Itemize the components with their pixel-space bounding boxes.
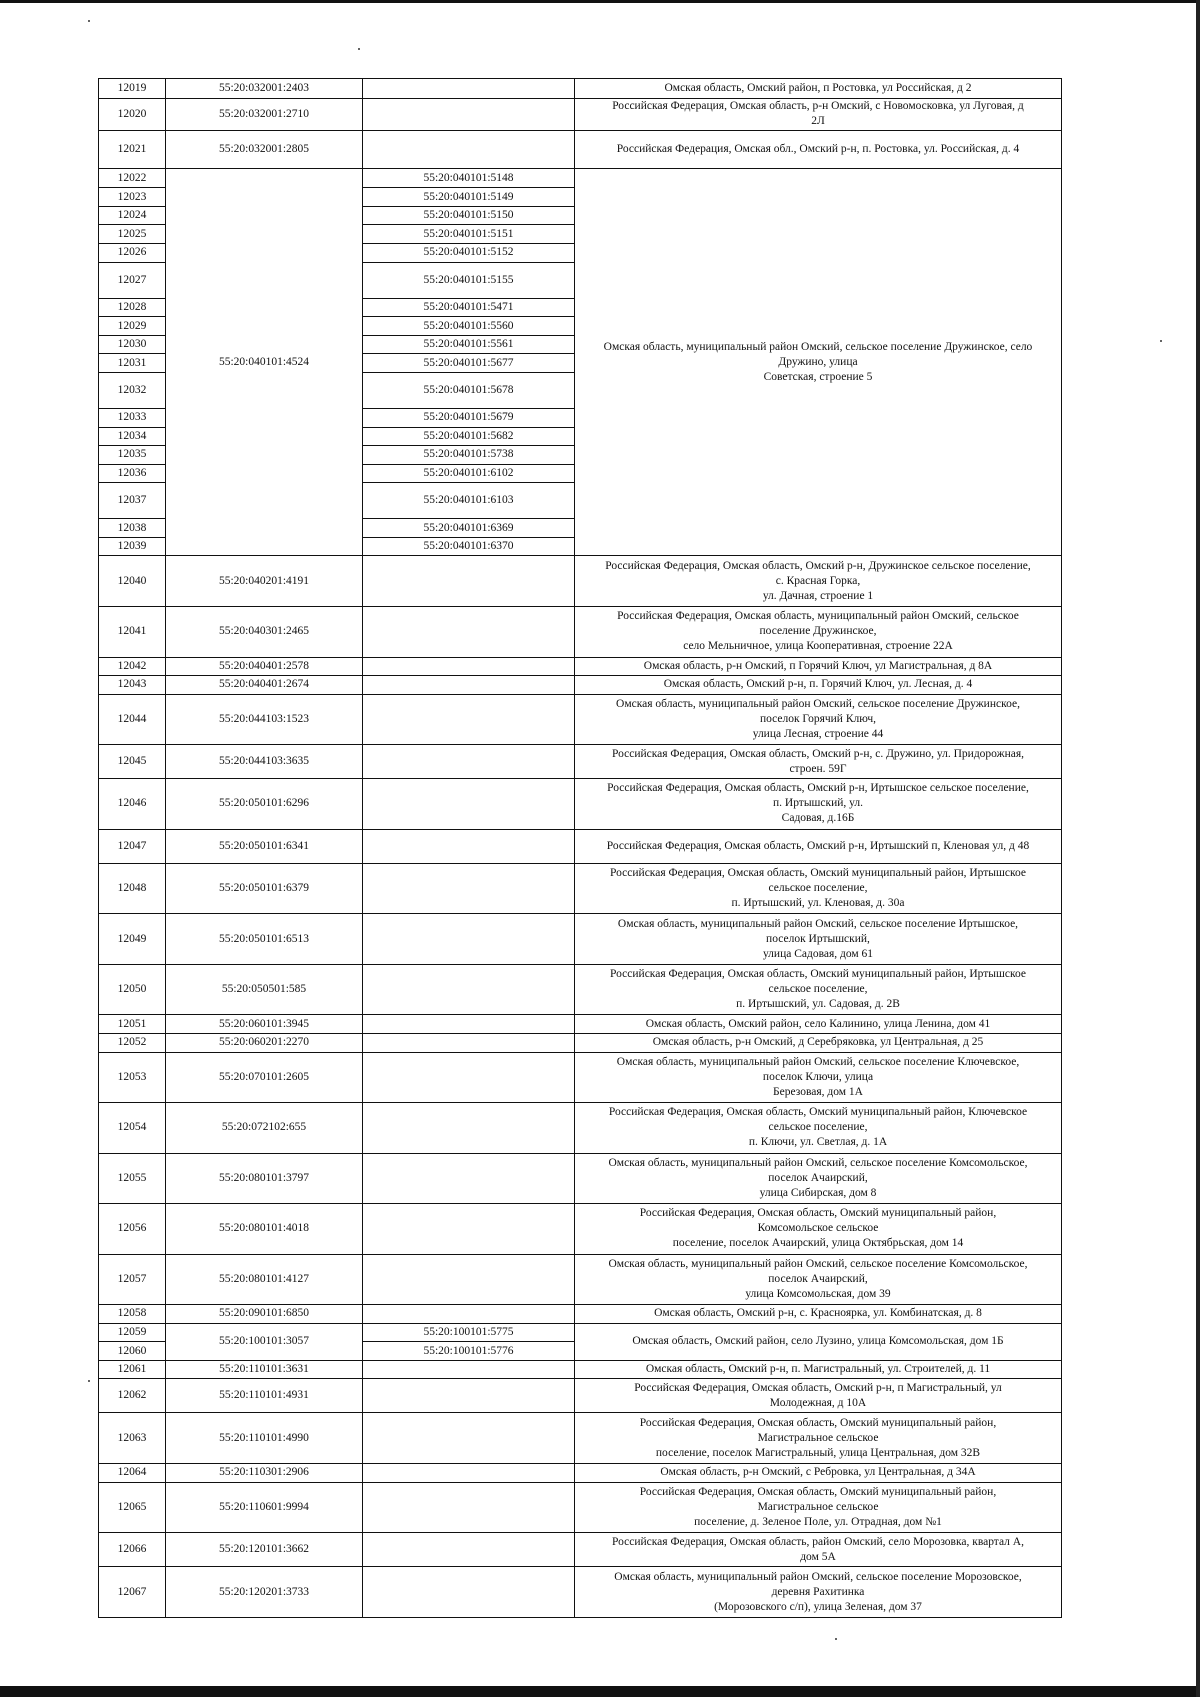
address-line: Березовая, дом 1А	[773, 1085, 863, 1098]
inner-object-number: 55:20:100101:5776	[363, 1342, 575, 1361]
row-number: 12060	[99, 1342, 166, 1361]
address-line: Российская Федерация, Омская область, Омский р-н, Иртышский п, Кленовая ул, д 48	[606, 839, 1030, 852]
row-number: 12034	[99, 427, 166, 446]
address-line: Российская Федерация, Омская область, Омский муниципальный район, Иртышское	[610, 968, 1026, 981]
address-line: Омская область, р-н Омский, д Серебряковка, ул Центральная, д 25	[652, 1036, 984, 1049]
table-row	[99, 1153, 1062, 1204]
inner-object-number	[363, 779, 575, 830]
row-number: 12055	[99, 1153, 166, 1204]
table-row	[99, 1323, 1062, 1342]
address-line: Омская область, муниципальный район Омский, сельское поселение Комсомольское,	[608, 1156, 1028, 1169]
table-row	[99, 556, 1062, 607]
inner-object-number: 55:20:040101:5679	[363, 409, 575, 428]
row-number: 12038	[99, 519, 166, 538]
row-number: 12054	[99, 1103, 166, 1154]
address-line: поселение Дружинское,	[759, 625, 877, 638]
inner-object-number: 55:20:040101:6370	[363, 537, 575, 556]
address-line: Российская Федерация, Омская область, Омский р-н, с. Дружино, ул. Придорожная,	[611, 747, 1024, 760]
cadastral-number: 55:20:090101:6850	[166, 1305, 363, 1324]
inner-object-number	[363, 1360, 575, 1379]
address-line: п. Иртышский, ул.	[772, 797, 864, 810]
cadastral-number: 55:20:050101:6379	[166, 863, 363, 914]
address	[575, 1463, 1062, 1482]
address-line: улица Комсомольская, дом 39	[745, 1287, 891, 1300]
address-line: сельское поселение,	[768, 983, 868, 996]
address-line: поселение, д. Зеленое Поле, ул. Отрадная, дом №1	[694, 1515, 942, 1528]
row-number: 12050	[99, 964, 166, 1015]
address-line: Молодежная, д 10А	[769, 1396, 867, 1409]
scan-edge-right	[1196, 0, 1200, 1697]
table-row	[99, 607, 1062, 658]
address	[575, 657, 1062, 676]
table-row	[99, 676, 1062, 695]
address-line: Омская область, Омский район, село Калинино, улица Ленина, дом 41	[645, 1017, 991, 1030]
address	[575, 1323, 1062, 1360]
address-line: Российская Федерация, Омская область, Омский муниципальный район, Иртышское	[610, 867, 1026, 880]
address	[575, 1379, 1062, 1413]
inner-object-number: 55:20:040101:5561	[363, 335, 575, 354]
address	[575, 1360, 1062, 1379]
cadastral-number: 55:20:060201:2270	[166, 1033, 363, 1052]
row-number: 12032	[99, 372, 166, 408]
address-line: Омская область, Омский район, п Ростовка, ул Российская, д 2	[664, 81, 972, 94]
address	[575, 130, 1062, 168]
row-number: 12058	[99, 1305, 166, 1324]
address-line: Омская область, Омский р-н, с. Красноярка, ул. Комбинатская, д. 8	[654, 1307, 982, 1320]
table-row	[99, 1052, 1062, 1103]
row-number: 12033	[99, 409, 166, 428]
table-row	[99, 745, 1062, 779]
address	[575, 556, 1062, 607]
inner-object-number: 55:20:040101:5677	[363, 354, 575, 373]
table-row	[99, 1567, 1062, 1618]
inner-object-number	[363, 607, 575, 658]
address-line: улица Садовая, дом 61	[762, 947, 874, 960]
address-line: Дружино, улица	[778, 355, 858, 368]
row-number: 12065	[99, 1482, 166, 1533]
address-line: село Мельничное, улица Кооперативная, строение 22А	[683, 640, 953, 653]
address-line: п. Ключи, ул. Светлая, д. 1А	[748, 1136, 888, 1149]
address-line: Омская область, муниципальный район Омский, сельское поселение Комсомольское,	[608, 1257, 1028, 1270]
address	[575, 1033, 1062, 1052]
table-row	[99, 1463, 1062, 1482]
row-number: 12019	[99, 79, 166, 99]
row-number: 12053	[99, 1052, 166, 1103]
row-number: 12041	[99, 607, 166, 658]
row-number: 12022	[99, 168, 166, 188]
cadastral-number: 55:20:032001:2805	[166, 130, 363, 168]
address-line: поселок Ключи, улица	[762, 1070, 874, 1083]
row-number: 12036	[99, 464, 166, 483]
table-row	[99, 657, 1062, 676]
table-row	[99, 1413, 1062, 1464]
address-line: Омская область, р-н Омский, п Горячий Ключ, ул Магистральная, д 8А	[643, 659, 993, 672]
scan-edge-bottom	[0, 1686, 1200, 1697]
table-row	[99, 1379, 1062, 1413]
address	[575, 98, 1062, 130]
row-number: 12023	[99, 188, 166, 207]
inner-object-number: 55:20:040101:6103	[363, 483, 575, 519]
inner-object-number: 55:20:040101:5152	[363, 244, 575, 263]
row-number: 12059	[99, 1323, 166, 1342]
address-line: Комсомольское сельское	[757, 1222, 879, 1235]
table-row	[99, 1305, 1062, 1324]
inner-object-number	[363, 1413, 575, 1464]
inner-object-number	[363, 1103, 575, 1154]
address	[575, 863, 1062, 914]
row-number: 12037	[99, 483, 166, 519]
address-line: (Морозовского с/п), улица Зеленая, дом 37	[714, 1600, 922, 1613]
table-row	[99, 1015, 1062, 1034]
cadastral-number: 55:20:040101:4524	[166, 168, 363, 556]
address-line: Омская область, муниципальный район Омский, сельское поселение Ключевское,	[616, 1055, 1020, 1068]
scan-speck	[88, 20, 90, 22]
address-line: Омская область, муниципальный район Омский, сельское поселение Морозовское,	[614, 1570, 1022, 1583]
address-line: Садовая, д.16Б	[781, 812, 855, 825]
cadastral-number: 55:20:040401:2578	[166, 657, 363, 676]
cadastral-number: 55:20:110301:2906	[166, 1463, 363, 1482]
table-row	[99, 1360, 1062, 1379]
cadastral-number: 55:20:080101:4018	[166, 1204, 363, 1255]
inner-object-number	[363, 79, 575, 99]
address-line: 2Л	[811, 115, 825, 128]
cadastral-number: 55:20:110101:4931	[166, 1379, 363, 1413]
cadastral-number: 55:20:040201:4191	[166, 556, 363, 607]
table-row	[99, 863, 1062, 914]
row-number: 12021	[99, 130, 166, 168]
address-line: Советская, строение 5	[763, 370, 873, 383]
cadastral-number: 55:20:110601:9994	[166, 1482, 363, 1533]
row-number: 12020	[99, 98, 166, 130]
row-number: 12052	[99, 1033, 166, 1052]
row-number: 12048	[99, 863, 166, 914]
address-line: поселение, поселок Магистральный, улица Центральная, дом 32В	[655, 1446, 981, 1459]
cadastral-number: 55:20:060101:3945	[166, 1015, 363, 1034]
cadastral-number: 55:20:100101:3057	[166, 1323, 363, 1360]
address-line: поселок Ачаирский,	[768, 1171, 868, 1184]
table-row	[99, 98, 1062, 130]
address-line: Омская область, муниципальный район Омский, сельское поселение Дружинское, село	[603, 340, 1033, 353]
row-number: 12062	[99, 1379, 166, 1413]
address-line: Российская Федерация, Омская область, Омский р-н, п Магистральный, ул	[634, 1381, 1002, 1394]
address-line: поселок Ачаирский,	[768, 1272, 868, 1285]
inner-object-number	[363, 1204, 575, 1255]
address	[575, 1153, 1062, 1204]
inner-object-number	[363, 98, 575, 130]
table-row	[99, 694, 1062, 745]
inner-object-number	[363, 676, 575, 695]
cadastral-number: 55:20:050101:6513	[166, 914, 363, 965]
inner-object-number	[363, 1052, 575, 1103]
cadastral-number: 55:20:110101:3631	[166, 1360, 363, 1379]
address	[575, 1567, 1062, 1618]
address-line: строен. 59Г	[789, 762, 847, 775]
row-number: 12028	[99, 298, 166, 317]
table-row	[99, 829, 1062, 863]
row-number: 12047	[99, 829, 166, 863]
address	[575, 79, 1062, 99]
cadastral-number: 55:20:044103:1523	[166, 694, 363, 745]
address	[575, 1052, 1062, 1103]
row-number: 12056	[99, 1204, 166, 1255]
cadastral-number: 55:20:032001:2710	[166, 98, 363, 130]
inner-object-number: 55:20:100101:5775	[363, 1323, 575, 1342]
table-row	[99, 964, 1062, 1015]
row-number: 12027	[99, 262, 166, 298]
cadastral-number: 55:20:050101:6296	[166, 779, 363, 830]
address	[575, 1204, 1062, 1255]
inner-object-number	[363, 657, 575, 676]
inner-object-number	[363, 1482, 575, 1533]
address-line: Омская область, муниципальный район Омский, сельское поселение Иртышское,	[617, 917, 1019, 930]
inner-object-number	[363, 1379, 575, 1413]
row-number: 12067	[99, 1567, 166, 1618]
inner-object-number	[363, 694, 575, 745]
scan-edge-top	[0, 0, 1200, 3]
address-line: поселок Горячий Ключ,	[759, 712, 877, 725]
cadastral-number: 55:20:050101:6341	[166, 829, 363, 863]
row-number: 12040	[99, 556, 166, 607]
scan-speck	[835, 1638, 837, 1640]
row-number: 12035	[99, 446, 166, 465]
address	[575, 1254, 1062, 1305]
inner-object-number: 55:20:040101:5471	[363, 298, 575, 317]
address	[575, 1305, 1062, 1324]
address	[575, 829, 1062, 863]
cadastral-number: 55:20:070101:2605	[166, 1052, 363, 1103]
inner-object-number	[363, 1254, 575, 1305]
inner-object-number	[363, 745, 575, 779]
row-number: 12061	[99, 1360, 166, 1379]
address-line: с. Красная Горка,	[775, 574, 861, 587]
address-line: Магистральное сельское	[757, 1500, 879, 1513]
address-line: сельское поселение,	[768, 1121, 868, 1134]
address-line: Магистральное сельское	[757, 1431, 879, 1444]
inner-object-number	[363, 914, 575, 965]
cadastral-number: 55:20:080101:3797	[166, 1153, 363, 1204]
inner-object-number: 55:20:040101:5678	[363, 372, 575, 408]
cadastral-number: 55:20:050501:585	[166, 964, 363, 1015]
inner-object-number	[363, 1015, 575, 1034]
row-number: 12043	[99, 676, 166, 695]
cadastral-number: 55:20:080101:4127	[166, 1254, 363, 1305]
address-line: поселение, поселок Ачаирский, улица Октябрьская, дом 14	[672, 1237, 964, 1250]
address-line: улица Сибирская, дом 8	[759, 1186, 877, 1199]
inner-object-number	[363, 829, 575, 863]
address-line: поселок Иртышский,	[766, 932, 870, 945]
address	[575, 1015, 1062, 1034]
address-line: Российская Федерация, Омская область, Омский муниципальный район, Ключевское	[608, 1106, 1028, 1119]
inner-object-number	[363, 1033, 575, 1052]
table-row	[99, 779, 1062, 830]
address-line: Омская область, Омский район, село Лузино, улица Комсомольская, дом 1Б	[632, 1335, 1004, 1348]
table-row	[99, 1103, 1062, 1154]
address-line: Омская область, муниципальный район Омский, сельское поселение Дружинское,	[616, 697, 1020, 710]
address	[575, 168, 1062, 556]
address	[575, 745, 1062, 779]
inner-object-number	[363, 1305, 575, 1324]
inner-object-number: 55:20:040101:5151	[363, 225, 575, 244]
inner-object-number	[363, 1153, 575, 1204]
inner-object-number: 55:20:040101:5738	[363, 446, 575, 465]
cadastral-number: 55:20:120101:3662	[166, 1533, 363, 1567]
address-line: ул. Дачная, строение 1	[762, 589, 874, 602]
cadastral-number: 55:20:040301:2465	[166, 607, 363, 658]
row-number: 12029	[99, 317, 166, 336]
inner-object-number	[363, 1533, 575, 1567]
inner-object-number: 55:20:040101:5150	[363, 206, 575, 225]
address-line: Российская Федерация, Омская область, р-н Омский, с Новомосковка, ул Луговая, д	[612, 100, 1024, 113]
address-line: Российская Федерация, Омская обл., Омский р-н, п. Ростовка, ул. Российская, д. 4	[616, 142, 1020, 155]
inner-object-number: 55:20:040101:5682	[363, 427, 575, 446]
inner-object-number: 55:20:040101:5148	[363, 168, 575, 188]
row-number: 12064	[99, 1463, 166, 1482]
row-number: 12045	[99, 745, 166, 779]
table-row	[99, 1533, 1062, 1567]
row-number: 12026	[99, 244, 166, 263]
row-number: 12063	[99, 1413, 166, 1464]
inner-object-number: 55:20:040101:5560	[363, 317, 575, 336]
table-row	[99, 914, 1062, 965]
address-line: Российская Федерация, Омская область, Омский муниципальный район,	[639, 1485, 997, 1498]
scan-speck	[1160, 340, 1162, 342]
address	[575, 676, 1062, 695]
inner-object-number	[363, 130, 575, 168]
cadastral-number: 55:20:044103:3635	[166, 745, 363, 779]
address-line: сельское поселение,	[768, 882, 868, 895]
row-number: 12031	[99, 354, 166, 373]
address-line: Российская Федерация, Омская область, район Омский, село Морозовка, квартал А,	[612, 1535, 1024, 1548]
address-line: п. Иртышский, ул. Садовая, д. 2В	[736, 998, 900, 1011]
row-number: 12057	[99, 1254, 166, 1305]
inner-object-number	[363, 1567, 575, 1618]
table-row	[99, 168, 1062, 188]
cadastral-number: 55:20:110101:4990	[166, 1413, 363, 1464]
address	[575, 694, 1062, 745]
table-row	[99, 79, 1062, 99]
cadastral-number: 55:20:072102:655	[166, 1103, 363, 1154]
address	[575, 914, 1062, 965]
inner-object-number	[363, 556, 575, 607]
row-number: 12039	[99, 537, 166, 556]
table-row	[99, 130, 1062, 168]
inner-object-number: 55:20:040101:6369	[363, 519, 575, 538]
scan-speck	[88, 1380, 90, 1382]
address	[575, 1413, 1062, 1464]
address	[575, 1103, 1062, 1154]
row-number: 12049	[99, 914, 166, 965]
row-number: 12025	[99, 225, 166, 244]
cadastral-number: 55:20:040401:2674	[166, 676, 363, 695]
row-number: 12066	[99, 1533, 166, 1567]
address-line: Омская область, р-н Омский, с Ребровка, ул Центральная, д 34А	[660, 1466, 976, 1479]
registry-body	[99, 79, 1062, 1618]
address-line: Российская Федерация, Омская область, Омский муниципальный район,	[639, 1207, 997, 1220]
row-number: 12044	[99, 694, 166, 745]
address-line: Российская Федерация, Омская область, Омский р-н, Дружинское сельское поселение,	[605, 559, 1031, 572]
inner-object-number: 55:20:040101:5149	[363, 188, 575, 207]
table-row	[99, 1033, 1062, 1052]
address	[575, 1533, 1062, 1567]
row-number: 12042	[99, 657, 166, 676]
address-line: Российская Федерация, Омская область, Омский муниципальный район,	[639, 1416, 997, 1429]
row-number: 12051	[99, 1015, 166, 1034]
address-line: Российская Федерация, Омская область, Омский р-н, Иртышское сельское поселение,	[607, 782, 1029, 795]
cadastral-number: 55:20:032001:2403	[166, 79, 363, 99]
inner-object-number	[363, 863, 575, 914]
address-line: п. Иртышский, ул. Кленовая, д. 30а	[731, 897, 905, 910]
address-line: Российская Федерация, Омская область, муниципальный район Омский, сельское	[617, 610, 1019, 623]
address-line: Омская область, Омский р-н, п. Магистральный, ул. Строителей, д. 11	[645, 1363, 991, 1376]
table-row	[99, 1482, 1062, 1533]
address-line: Омская область, Омский р-н, п. Горячий Ключ, ул. Лесная, д. 4	[663, 678, 973, 691]
scan-speck	[358, 48, 360, 50]
address	[575, 1482, 1062, 1533]
inner-object-number: 55:20:040101:6102	[363, 464, 575, 483]
address	[575, 964, 1062, 1015]
row-number: 12046	[99, 779, 166, 830]
cadastral-number: 55:20:120201:3733	[166, 1567, 363, 1618]
row-number: 12030	[99, 335, 166, 354]
table-row	[99, 1204, 1062, 1255]
address-line: улица Лесная, строение 44	[752, 727, 884, 740]
address	[575, 779, 1062, 830]
address-line: дом 5А	[800, 1550, 836, 1563]
inner-object-number	[363, 964, 575, 1015]
address	[575, 607, 1062, 658]
inner-object-number: 55:20:040101:5155	[363, 262, 575, 298]
row-number: 12024	[99, 206, 166, 225]
table-row	[99, 1254, 1062, 1305]
registry-table	[98, 78, 1062, 1618]
inner-object-number	[363, 1463, 575, 1482]
address-line: деревня Рахитинка	[771, 1585, 865, 1598]
